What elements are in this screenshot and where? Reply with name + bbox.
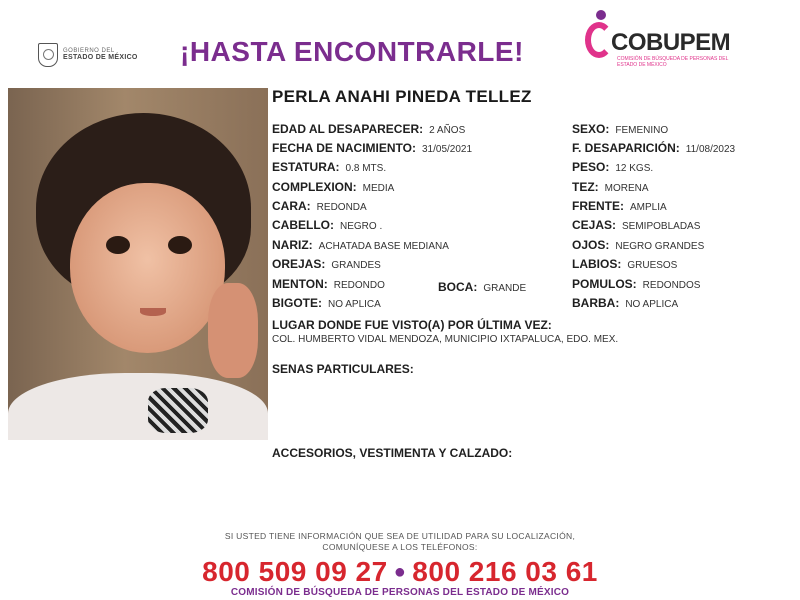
footer-note-line2: COMUNÍQUESE A LOS TELÉFONOS: <box>322 542 478 552</box>
field-nariz: NARIZ: ACHATADA BASE MEDIANA <box>272 238 449 252</box>
senas-particulares-title: SENAS PARTICULARES: <box>272 362 414 376</box>
footer-organization: COMISIÓN DE BÚSQUEDA DE PERSONAS DEL ESTADO DE MÉXICO <box>230 587 570 598</box>
gov-logo-line1: GOBIERNO DEL <box>63 48 115 55</box>
field-menton: MENTON: REDONDO <box>272 277 385 291</box>
field-ojos: OJOS: NEGRO GRANDES <box>572 238 705 252</box>
gov-logo-text <box>63 48 138 62</box>
field-pomulos: POMULOS: REDONDOS <box>572 277 701 291</box>
state-crest-icon <box>38 43 58 67</box>
field-edad: EDAD AL DESAPARECER: 2 AÑOS <box>272 122 466 136</box>
field-fecha-nacimiento: FECHA DE NACIMIENTO: 31/05/2021 <box>272 141 473 155</box>
logo-dot-icon <box>596 10 606 20</box>
logo-subtitle: COMISIÓN DE BÚSQUEDA DE PERSONAS DEL ESTADO DE MÉXICO <box>617 56 729 68</box>
field-cabello: CABELLO: NEGRO . <box>272 218 383 232</box>
last-seen-title: LUGAR DONDE FUE VISTO(A) POR ÚLTIMA VEZ: <box>272 318 552 332</box>
field-orejas: OREJAS: GRANDES <box>272 257 381 271</box>
field-cejas: CEJAS: SEMIPOBLADAS <box>572 218 701 232</box>
missing-person-photo <box>8 88 268 440</box>
field-fecha-desaparicion: F. DESAPARICIÓN: 11/08/2023 <box>572 141 736 155</box>
logo-c-icon <box>585 22 613 58</box>
cobupem-logo <box>583 8 743 68</box>
accesorios-title: ACCESORIOS, VESTIMENTA Y CALZADO: <box>272 446 513 460</box>
gobierno-edomex-logo <box>38 40 148 70</box>
field-bigote: BIGOTE: NO APLICA <box>272 296 381 310</box>
field-labios: LABIOS: GRUESOS <box>572 257 678 271</box>
phone-number-2[interactable]: 800 216 03 61 <box>412 556 598 587</box>
field-boca: BOCA: GRANDE <box>438 280 527 294</box>
footer-note-line1: SI USTED TIENE INFORMACIÓN QUE SEA DE UTILIDAD PARA SU LOCALIZACIÓN, <box>224 531 576 541</box>
bullet-icon: ● <box>393 561 407 583</box>
field-barba: BARBA: NO APLICA <box>572 296 679 310</box>
field-sexo: SEXO: FEMENINO <box>572 122 669 136</box>
person-name: PERLA ANAHI PINEDA TELLEZ <box>272 87 532 106</box>
contact-phones <box>0 556 800 588</box>
field-tez: TEZ: MORENA <box>572 180 649 194</box>
field-frente: FRENTE: AMPLIA <box>572 199 667 213</box>
field-peso: PESO: 12 KGS. <box>572 160 654 174</box>
phone-number-1[interactable]: 800 509 09 27 <box>202 556 388 587</box>
gov-logo-line2: ESTADO DE MÉXICO <box>63 54 138 62</box>
field-cara: CARA: REDONDA <box>272 199 367 213</box>
field-complexion: COMPLEXION: MEDIA <box>272 180 395 194</box>
last-seen-location: COL. HUMBERTO VIDAL MENDOZA, MUNICIPIO IXTAPALUCA, EDO. MEX. <box>272 334 619 345</box>
logo-wordmark: COBUPEM <box>611 29 731 56</box>
field-estatura: ESTATURA: 0.8 MTS. <box>272 160 387 174</box>
headline: ¡HASTA ENCONTRARLE! <box>180 36 524 67</box>
